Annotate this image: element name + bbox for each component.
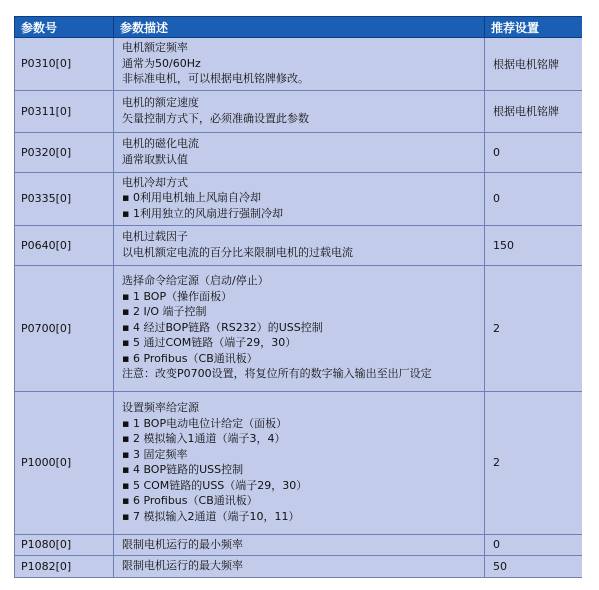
desc-line: 以电机额定电流的百分比来限制电机的过载电流 bbox=[122, 245, 353, 259]
recommended-value: 2 bbox=[485, 265, 583, 391]
recommended-value: 根据电机铭牌 bbox=[485, 90, 583, 132]
table-row bbox=[15, 38, 583, 91]
recommended-value: 2 bbox=[485, 391, 583, 534]
table-row bbox=[15, 534, 583, 556]
param-id: P0335[0] bbox=[15, 172, 114, 225]
desc-line: ▪ 1 BOP电动电位计给定（面板） bbox=[122, 416, 288, 430]
recommended-value: 0 bbox=[485, 172, 583, 225]
parameter-table-container bbox=[14, 16, 582, 590]
desc-line: ▪ 4 经过BOP链路（RS232）的USS控制 bbox=[122, 320, 323, 334]
desc-line: ▪ 4 BOP链路的USS控制 bbox=[122, 463, 244, 476]
desc-line: 电机过载因子 bbox=[122, 230, 188, 243]
param-id: P0310[0] bbox=[15, 38, 114, 91]
desc-line: 选择命令给定源（启动/停止） bbox=[122, 274, 269, 288]
desc-line: ▪ 2 模拟输入1通道（端子3，4） bbox=[122, 432, 286, 445]
table-row bbox=[15, 225, 583, 265]
param-id: P0640[0] bbox=[15, 225, 114, 265]
parameter-table bbox=[14, 16, 582, 578]
recommended-value: 150 bbox=[485, 225, 583, 265]
desc-line: 限制电机运行的最小频率 bbox=[122, 537, 243, 551]
param-desc bbox=[114, 265, 485, 391]
param-id: P1080[0] bbox=[15, 534, 114, 556]
param-desc bbox=[114, 132, 485, 172]
desc-line: 非标准电机，可以根据电机铭牌修改。 bbox=[122, 72, 309, 85]
table-row bbox=[15, 90, 583, 132]
desc-line: 限制电机运行的最大频率 bbox=[122, 559, 243, 573]
desc-line: 电机的额定速度 bbox=[122, 96, 199, 109]
recommended-value: 根据电机铭牌 bbox=[485, 38, 583, 91]
header-row bbox=[15, 17, 583, 38]
desc-line: ▪ 2 I/O 端子控制 bbox=[122, 305, 207, 319]
table-row bbox=[15, 265, 583, 391]
desc-line: 通常取默认值 bbox=[122, 152, 188, 166]
desc-line: 设置频率给定源 bbox=[122, 401, 199, 414]
table-row bbox=[15, 391, 583, 534]
desc-line: ▪ 1利用独立的风扇进行强制冷却 bbox=[122, 206, 283, 220]
recommended-value: 0 bbox=[485, 132, 583, 172]
header-param-id: 参数号 bbox=[15, 17, 114, 38]
desc-line: ▪ 5 COM链路的USS（端子29，30） bbox=[122, 478, 308, 492]
desc-line: ▪ 5 通过COM链路（端子29，30） bbox=[122, 336, 297, 350]
desc-line: 矢量控制方式下，必须准确设置此参数 bbox=[122, 111, 309, 125]
desc-line: ▪ 1 BOP（操作面板） bbox=[122, 289, 233, 303]
desc-line: ▪ 7 模拟输入2通道（端子10，11） bbox=[122, 509, 300, 523]
param-desc bbox=[114, 38, 485, 91]
param-desc bbox=[114, 225, 485, 265]
desc-line: ▪ 6 Profibus（CB通讯板） bbox=[122, 351, 258, 365]
param-id: P1000[0] bbox=[15, 391, 114, 534]
recommended-value: 50 bbox=[485, 556, 583, 578]
table-row bbox=[15, 172, 583, 225]
desc-line: 电机冷却方式 bbox=[122, 175, 188, 189]
header-param-desc: 参数描述 bbox=[114, 17, 485, 38]
param-id: P1082[0] bbox=[15, 556, 114, 578]
table-row bbox=[15, 132, 583, 172]
header-recommended: 推荐设置 bbox=[485, 17, 583, 38]
param-desc bbox=[114, 90, 485, 132]
param-id: P0320[0] bbox=[15, 132, 114, 172]
desc-line: ▪ 0利用电机轴上风扇自冷却 bbox=[122, 191, 261, 205]
desc-line: 注意：改变P0700设置，将复位所有的数字输入输出至出厂设定 bbox=[122, 367, 432, 381]
param-desc bbox=[114, 172, 485, 225]
desc-line: ▪ 6 Profibus（CB通讯板） bbox=[122, 494, 258, 507]
desc-line: 电机的磁化电流 bbox=[122, 137, 199, 150]
param-desc bbox=[114, 391, 485, 534]
param-desc bbox=[114, 534, 485, 556]
desc-line: ▪ 3 固定频率 bbox=[122, 447, 188, 461]
recommended-value: 0 bbox=[485, 534, 583, 556]
table-row bbox=[15, 556, 583, 578]
desc-line: 通常为50/60Hz bbox=[122, 56, 201, 70]
param-desc bbox=[114, 556, 485, 578]
param-id: P0311[0] bbox=[15, 90, 114, 132]
desc-line: 电机额定频率 bbox=[122, 41, 188, 54]
param-id: P0700[0] bbox=[15, 265, 114, 391]
